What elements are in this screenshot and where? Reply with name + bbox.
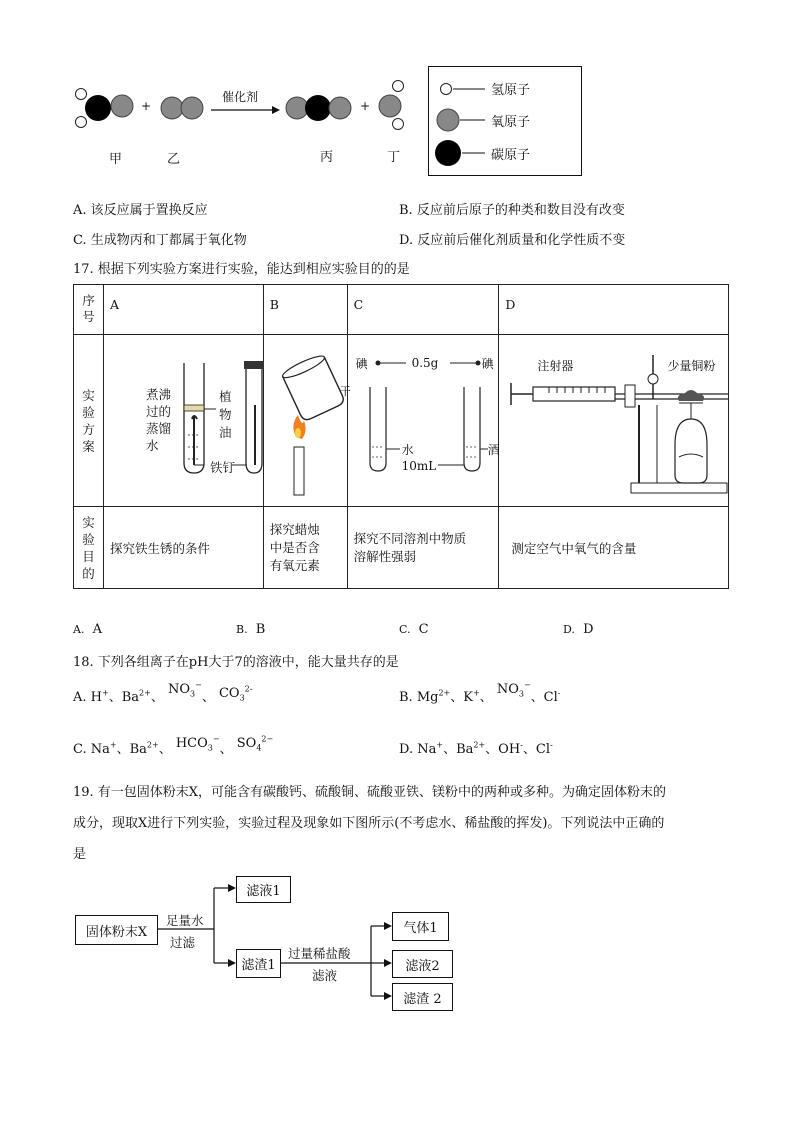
- q19-line-1: 19. 有一包固体粉末X，可能含有碳酸钙、硫酸铜、硫酸亚铁、镁粉中的两种或多种。为确定固体粉末的: [73, 785, 667, 800]
- label-boiled: 水: [145, 438, 159, 453]
- header-a: A: [103, 285, 263, 335]
- plus-sign: +: [360, 99, 371, 113]
- purpose-b-line: 中是否含: [269, 539, 320, 555]
- purpose-c-line: 溶解性强弱: [353, 548, 417, 564]
- flow-filtrate1-box: 滤液1: [236, 876, 291, 903]
- label-nail: 铁钉: [209, 460, 235, 475]
- flow-start-box: 固体粉末X: [75, 915, 158, 945]
- purpose-b: [263, 507, 347, 589]
- experiment-table: [73, 284, 729, 589]
- flow-step1-bottom: 过滤: [170, 935, 196, 950]
- q17-option-a: A. A: [73, 622, 102, 637]
- q18-option-a: A. H+、$Ba^{2+}$、 $NO_3^-$、 $CO_3^{2-}$: [73, 680, 253, 705]
- label-dry-beaker: 干: [339, 385, 351, 398]
- legend-carbon: 碳原子: [491, 148, 531, 163]
- q16-option-d: D. 反应前后催化剂质量和化学性质不变: [399, 233, 626, 248]
- q18-option-b: B. $Mg^{2+}$、K+、 $NO_3^-$、Cl-: [399, 680, 561, 705]
- flow-filtrate2-box: 滤液2: [392, 950, 453, 978]
- scheme-b: [263, 335, 351, 507]
- label-mass: 0.5g: [411, 356, 439, 370]
- label-iodine-left: 碘: [355, 357, 368, 371]
- row-purpose-label: 实验目的: [74, 507, 104, 589]
- header-c: C: [347, 285, 499, 335]
- plus-sign: +: [141, 99, 152, 113]
- q17-stem: 17. 根据下列实验方案进行实验，能达到相应实验目的的是: [73, 262, 410, 277]
- label-volume: 10mL: [401, 459, 437, 473]
- q18-option-c: C. Na+、$Ba^{2+}$、 $HCO_3^-$、 $SO_4^{2-}$: [73, 734, 274, 757]
- q17-option-c: C. C: [399, 622, 429, 637]
- purpose-b-line: 有氧元素: [269, 557, 320, 573]
- purpose-b-line: 探究蜡烛: [269, 521, 320, 537]
- q18-option-d: D. Na+、$Ba^{2+}$、OH-、Cl-: [399, 740, 553, 757]
- flow-gas1-box: 气体1: [392, 912, 449, 941]
- label-syringe: 注射器: [537, 359, 574, 373]
- flow-step2-bottom: 滤液: [312, 968, 338, 983]
- header-d: D: [499, 285, 729, 335]
- label-boiled: 过的: [145, 404, 171, 419]
- label-boiled: 蒸馏: [145, 421, 171, 436]
- label-copper: 少量铜粉: [667, 359, 716, 373]
- q16-option-a: A. 该反应属于置换反应: [73, 203, 208, 218]
- label-ding: 丁: [387, 150, 401, 165]
- row-scheme-label: 实验方案: [74, 335, 104, 507]
- flow-step2-top: 过量稀盐酸: [288, 946, 351, 961]
- flow-residue1-box: 滤渣1: [236, 949, 281, 978]
- legend-hydrogen: 氢原子: [491, 83, 531, 98]
- header-b: B: [263, 285, 347, 335]
- label-oil: 植: [218, 389, 232, 404]
- label-boiled: 煮沸: [145, 387, 171, 402]
- label-oil: 物: [218, 407, 232, 422]
- label-oil: 油: [218, 425, 232, 440]
- label-bing: 丙: [320, 150, 334, 165]
- reaction-diagram: [60, 70, 420, 160]
- catalyst-label: 催化剂: [222, 90, 259, 104]
- scheme-c: [347, 335, 499, 507]
- purpose-c: [347, 507, 499, 589]
- scheme-d: [499, 335, 729, 507]
- purpose-c-line: 探究不同溶剂中物质: [353, 530, 467, 546]
- purpose-a: 探究铁生锈的条件: [103, 507, 263, 589]
- q17-option-b: B. B: [236, 622, 266, 637]
- q19-line-3: 是: [73, 847, 87, 862]
- q19-line-2: 成分，现取X进行下列实验，实验过程及现象如下图所示(不考虑水、稀盐酸的挥发)。下列说法中正确的: [73, 816, 665, 831]
- label-yi: 乙: [167, 152, 181, 167]
- label-water: 水: [401, 443, 414, 457]
- legend-oxygen: 氧原子: [491, 115, 531, 130]
- label-iodine-right: 碘: [481, 357, 494, 371]
- scheme-a: [103, 335, 263, 507]
- label-jia: 甲: [109, 152, 123, 167]
- flow-step1-top: 足量水: [166, 913, 204, 928]
- q16-option-b: B. 反应前后原子的种类和数目没有改变: [399, 203, 625, 218]
- q17-option-d: D. D: [563, 622, 594, 637]
- label-alcohol: 酒: [487, 443, 500, 457]
- flow-residue2-box: 滤渣 2: [392, 983, 453, 1011]
- header-seq: 序号: [74, 285, 104, 335]
- q16-option-c: C. 生成物丙和丁都属于氧化物: [73, 233, 247, 248]
- atom-legend: [428, 66, 582, 176]
- purpose-d: 测定空气中氧气的含量: [499, 507, 729, 589]
- q18-stem: 18. 下列各组离子在pH大于7的溶液中，能大量共存的是: [73, 655, 399, 670]
